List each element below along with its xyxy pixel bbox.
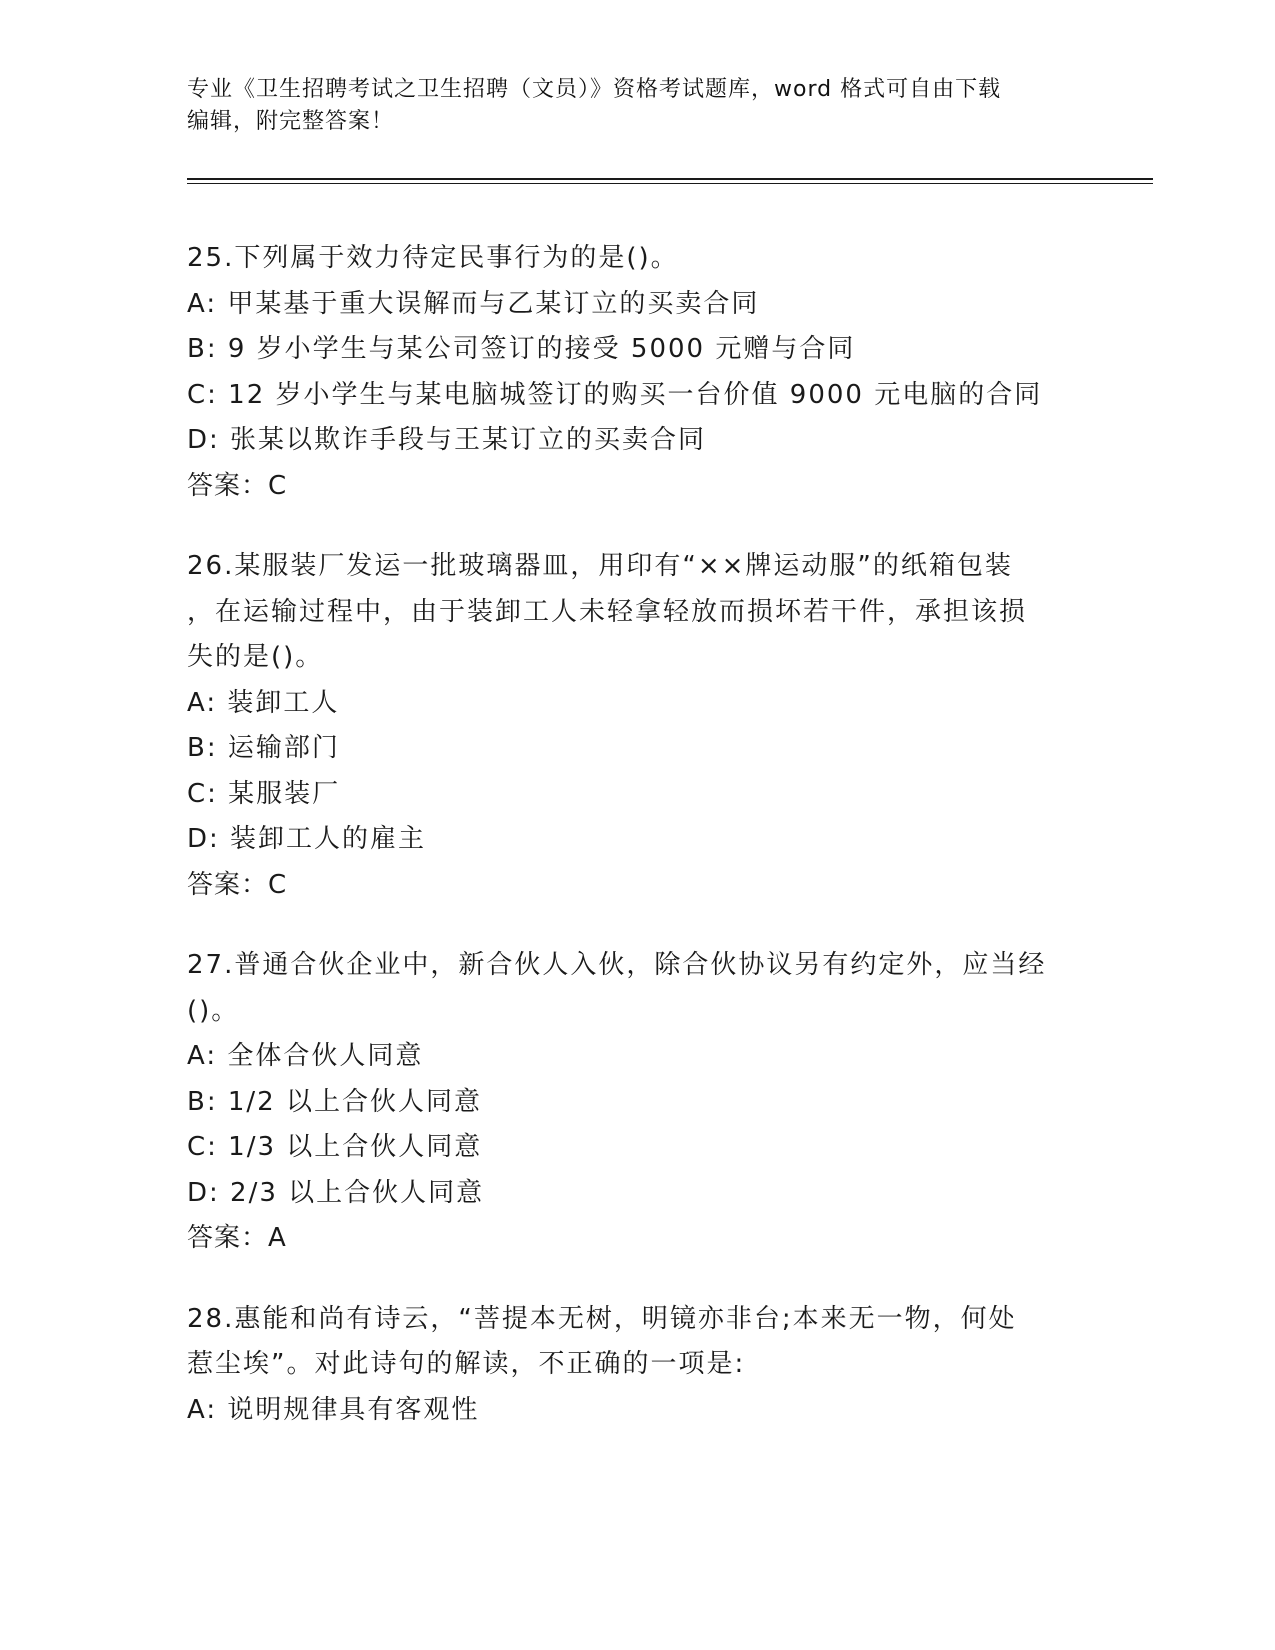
- option-b: B: 运输部门: [187, 733, 340, 763]
- header-line-1: 专业《卫生招聘考试之卫生招聘（文员）》资格考试题库，word 格式可自由下载: [187, 77, 1002, 102]
- answer-label: 答案：C: [187, 470, 288, 501]
- question-stem: ()。: [187, 995, 240, 1026]
- option-d: D: 2/3 以上合伙人同意: [187, 1177, 485, 1208]
- option-a: A: 全体合伙人同意: [187, 1041, 424, 1071]
- header-line-2: 编辑，附完整答案！: [187, 109, 395, 134]
- option-a: A: 装卸工人: [187, 687, 340, 718]
- question-stem: 27.普通合伙企业中，新合伙人入伙，除合伙协议另有约定外，应当经: [187, 950, 1047, 980]
- question-25: [187, 236, 1087, 509]
- option-d: D: 装卸工人的雇主: [187, 824, 427, 854]
- option-d: D: 张某以欺诈手段与王某订立的买卖合同: [187, 425, 707, 455]
- option-a: A: 甲某基于重大误解而与乙某订立的买卖合同: [187, 288, 760, 319]
- question-26: [187, 544, 1087, 908]
- answer-label: 答案：C: [187, 869, 288, 900]
- option-c: C: 1/3 以上合伙人同意: [187, 1132, 483, 1162]
- question-stem: 28.惠能和尚有诗云，“菩提本无树，明镜亦非台;本来无一物，何处: [187, 1303, 1017, 1334]
- header-divider-thick: [187, 178, 1153, 180]
- question-stem: 25.下列属于效力待定民事行为的是()。: [187, 243, 679, 273]
- document-header: [187, 74, 1067, 138]
- option-a: A: 说明规律具有客观性: [187, 1394, 480, 1425]
- question-list: [187, 236, 1087, 1468]
- answer-label: 答案：A: [187, 1223, 287, 1253]
- option-c: C: 某服装厂: [187, 778, 341, 809]
- question-stem: ，在运输过程中，由于装卸工人未轻拿轻放而损坏若干件，承担该损: [187, 596, 1028, 627]
- question-stem: 26.某服装厂发运一批玻璃器皿，用印有“××牌运动服”的纸箱包装: [187, 551, 1013, 581]
- question-28: [187, 1297, 1087, 1434]
- question-27: [187, 943, 1087, 1262]
- option-c: C: 12 岁小学生与某电脑城签订的购买一台价值 9000 元电脑的合同: [187, 379, 1043, 410]
- header-divider-thin: [187, 183, 1153, 184]
- question-stem: 失的是()。: [187, 642, 324, 672]
- option-b: B: 1/2 以上合伙人同意: [187, 1086, 482, 1117]
- question-stem: 惹尘埃”。对此诗句的解读，不正确的一项是:: [187, 1349, 746, 1379]
- option-b: B: 9 岁小学生与某公司签订的接受 5000 元赠与合同: [187, 334, 856, 364]
